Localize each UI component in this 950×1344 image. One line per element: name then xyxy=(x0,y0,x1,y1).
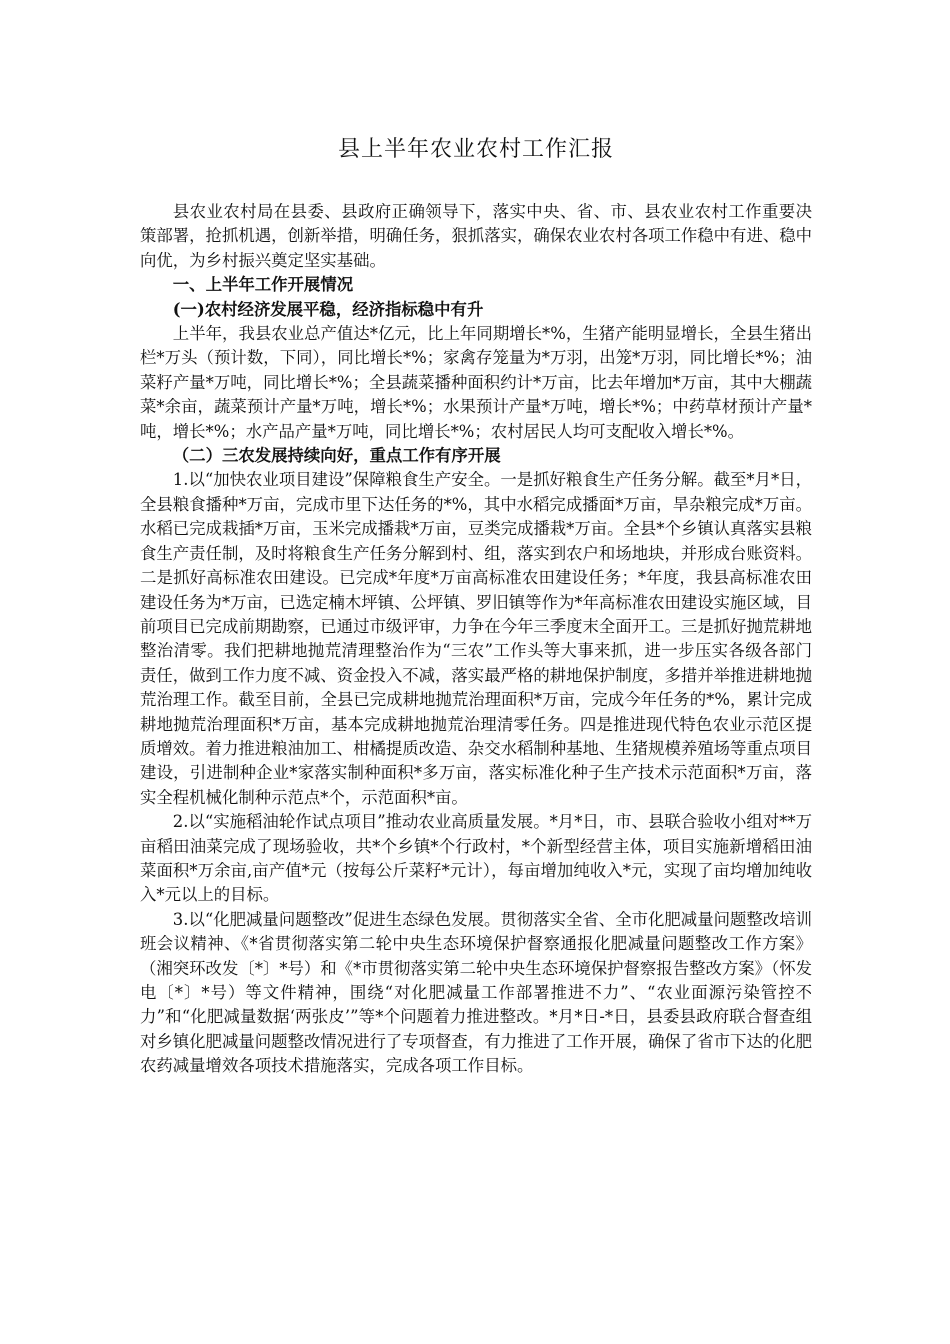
subsection-heading-2: （二）三农发展持续向好，重点工作有序开展 xyxy=(172,446,501,466)
item-1-paragraph: 1.以“加快农业项目建设”保障粮食生产安全。一是抓好粮食生产任务分解。截至*月*日，全县粮食播种*万亩，完成市里下达任务的*%，其中水稻完成播面*万亩，旱杂粮完成*万亩。水稻已完成栽插*万亩，玉米完成播栽*万亩，豆类完成播栽*万亩。全县*个乡镇认真落实县粮食生产责任制，及时将粮食生产任务分解到村、组，落实到农户和场地块，并形成台账资料。二是抓好高标准农田建设。已完成*年度*万亩高标准农田建设任务；*年度，我县高标准农田建设任务为*万亩，已选定楠木坪镇、公坪镇、罗旧镇等作为*年高标准农田建设实施区域，目前项目已完成前期勘察，已通过市级评审，力争在今年三季度末全面开工。三是抓好抛荒耕地整治清零。我们把耕地抛荒清理整治作为“三农”工作头等大事来抓，进一步压实各级各部门责任，做到工作力度不减、资金投入不减，落实最严格的耕地保护制度，多措并举推进耕地抛荒治理工作。截至目前，全县已完成耕地抛荒治理面积*万亩，完成今年任务的*%，累计完成耕地抛荒治理面积*万亩，基本完成耕地抛荒治理清零任务。四是推进现代特色农业示范区提质增效。着力推进粮油加工、柑橘提质改造、杂交水稻制种基地、生猪规模养殖场等重点项目建设，引进制种企业*家落实制种面积*多万亩，落实标准化种子生产技术示范面积*万亩，落实全程机械化制种示范点*个，示范面积*亩。 xyxy=(140,470,813,807)
section-heading-1: 一、上半年工作开展情况 xyxy=(172,275,354,295)
document-title: 县上半年农业农村工作汇报 xyxy=(337,137,614,162)
item-2-paragraph: 2.以“实施稻油轮作试点项目”推动农业高质量发展。*月*日，市、县联合验收小组对**万亩稻田油菜完成了现场验收，共*个乡镇*个行政村，*个新型经营主体，项目实施新增稻田油菜面积*万余亩,亩产值*元（按每公斤菜籽*元计），每亩增加纯收入*元，实现了亩均增加纯收入*元以上的目标。 xyxy=(140,812,812,905)
subsection-heading-1: (一)农村经济发展平稳，经济指标稳中有升 xyxy=(172,299,484,319)
intro-paragraph: 县农业农村局在县委、县政府正确领导下，落实中央、省、市、县农业农村工作重要决策部署，抢抓机遇，创新举措，明确任务，狠抓落实，确保农业农村各项工作稳中有进、稳中向优，为乡村振兴奠定坚实基础。 xyxy=(140,202,813,270)
economy-paragraph: 上半年，我县农业总产值达*亿元，比上年同期增长*%，生猪产能明显增长，全县生猪出栏*万头（预计数，下同），同比增长*%；家禽存笼量为*万羽，出笼*万羽，同比增长*%；油菜籽产量*万吨，同比增长*%；全县蔬菜播种面积约计*万亩，比去年增加*万亩，其中大棚蔬菜*余亩，蔬菜预计产量*万吨，增长*%；水果预计产量*万吨，增长*%；中药草材预计产量*吨，增长*%；水产品产量*万吨，同比增长*%；农村居民人均可支配收入增长*%。 xyxy=(140,324,812,441)
document-page xyxy=(140,124,812,1079)
item-3-paragraph: 3.以“化肥减量问题整改”促进生态绿色发展。贯彻落实全省、全市化肥减量问题整改培训班会议精神、《*省贯彻落实第二轮中央生态环境保护督察通报化肥减量问题整改工作方案》（湘突环改发〔*〕*号）和《*市贯彻落实第二轮中央生态环境保护督察报告整改方案》（怀发电〔*〕*号）等文件精神，围绕“对化肥减量工作部署推进不力”、“农业面源污染管控不力”和“化肥减量数据‘两张皮’”等*个问题着力推进整改。*月*日-*日，县委县政府联合督查组对乡镇化肥减量问题整改情况进行了专项督查，有力推进了工作开展，确保了省市下达的化肥农药减量增效各项技术措施落实，完成各项工作目标。 xyxy=(140,909,813,1076)
